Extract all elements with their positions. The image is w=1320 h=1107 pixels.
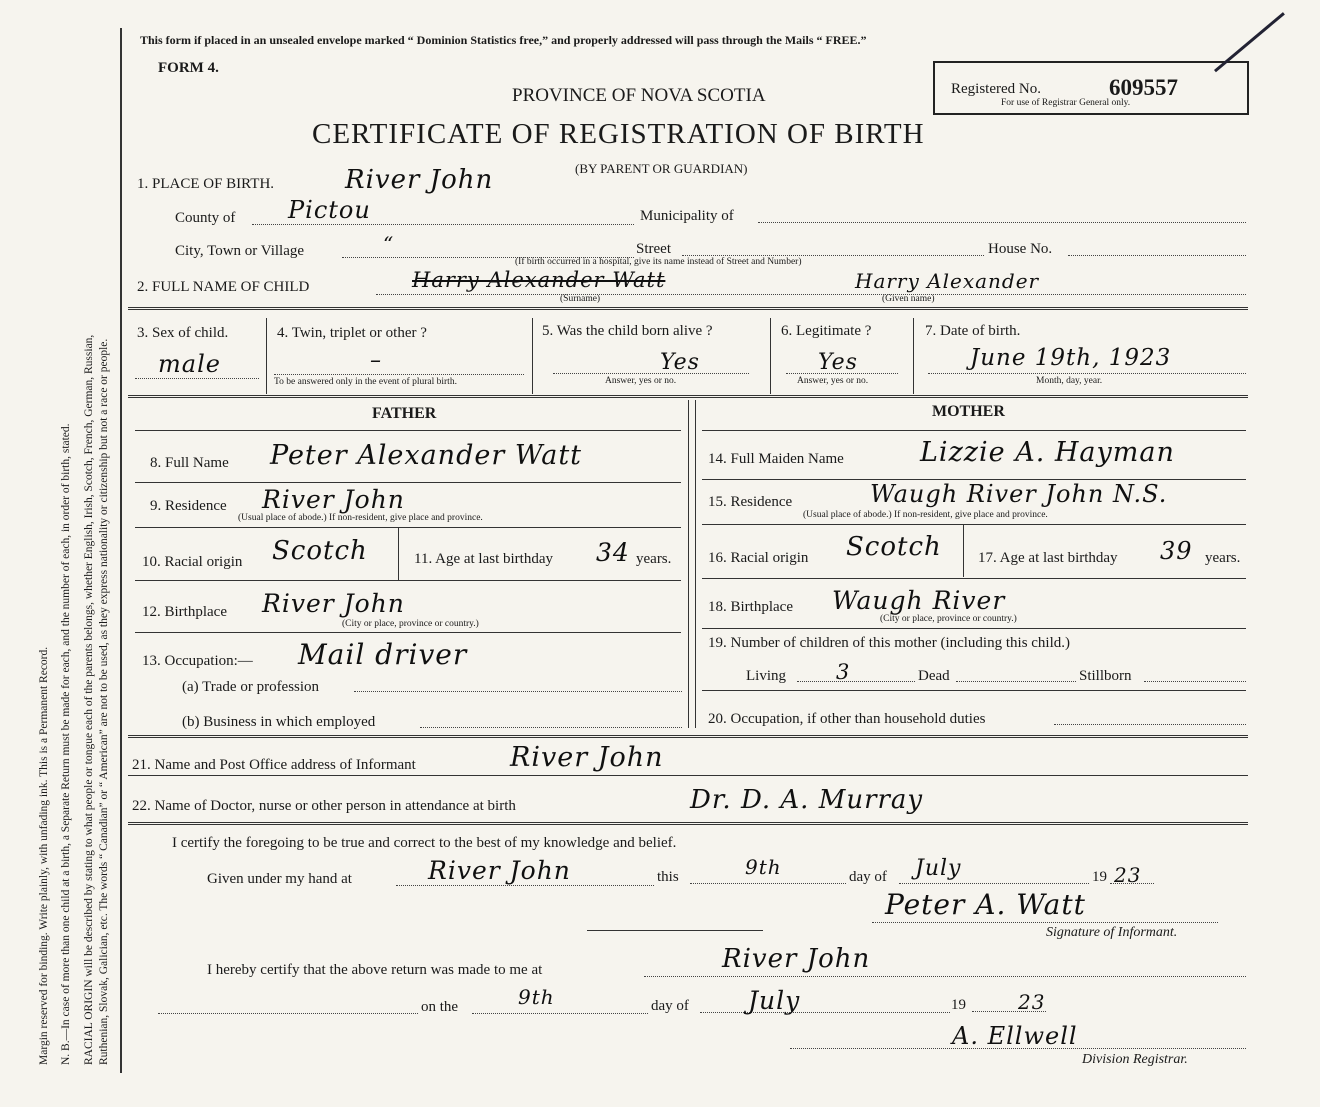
certify-statement: I certify the foregoing to be true and correct to the best of my knowledge and belief.	[172, 835, 677, 851]
legitimate-value: Yes	[818, 350, 858, 375]
sex-line	[135, 378, 259, 379]
certificate-subtitle: (BY PARENT OR GUARDIAN)	[575, 161, 748, 176]
binding-margin-line	[120, 28, 122, 1073]
father-name-label: 8. Full Name	[150, 455, 229, 471]
divider	[128, 395, 1248, 398]
mother-age-suffix: years.	[1205, 550, 1241, 566]
top-notice: This form if placed in an unsealed envelope marked “ Dominion Statistics free,” and properly addressed will pass through the Mails “ FREE.”	[140, 33, 867, 47]
registrar-signature: A. Ellwell	[952, 1022, 1078, 1050]
father-trade-label: (a) Trade or profession	[182, 679, 320, 695]
divider	[398, 528, 399, 580]
certificate-title: CERTIFICATE OF REGISTRATION OF BIRTH	[312, 118, 925, 150]
given-day-line	[690, 883, 846, 884]
registered-label: Registered No.	[951, 81, 1041, 97]
children-living-value: 3	[836, 660, 851, 684]
father-racial-label: 10. Racial origin	[142, 554, 243, 570]
mother-age-value: 39	[1160, 537, 1193, 565]
divider	[266, 318, 267, 394]
given-month-value: July	[915, 856, 962, 881]
margin-note-3: RACIAL ORIGIN will be described by stating to what people or tongue each of the parents belongs, whether English, Irish, Scotch, French, German, Russian,	[83, 334, 95, 1065]
divider	[695, 400, 696, 728]
divider	[532, 318, 533, 394]
divider	[135, 527, 681, 528]
registrar-signature-line	[790, 1048, 1246, 1049]
given-this-label: this	[657, 869, 679, 885]
father-racial-value: Scotch	[272, 536, 368, 566]
given-year-line	[1110, 883, 1154, 884]
father-name-value: Peter Alexander Watt	[270, 440, 583, 471]
mother-racial-value: Scotch	[846, 532, 942, 562]
child-given-name: Harry Alexander	[855, 269, 1040, 293]
father-residence-note: (Usual place of abode.) If non-resident, give place and province.	[238, 513, 483, 523]
born-alive-note: Answer, yes or no.	[605, 376, 677, 386]
mother-birthplace-label: 18. Birthplace	[708, 599, 793, 615]
divider	[135, 632, 681, 633]
child-name-label: 2. FULL NAME OF CHILD	[137, 279, 310, 295]
children-stillborn-label: Stillborn	[1079, 668, 1132, 684]
divider	[913, 318, 914, 394]
margin-note-2: N. B.—In case of more than one child at a birth, a Separate Return must be made for each, and the number of each, in order of birth, stated.	[60, 423, 72, 1065]
registrar-year-prefix: 19	[951, 997, 966, 1013]
street-line	[682, 255, 984, 256]
mother-residence-value: Waugh River John N.S.	[870, 480, 1168, 508]
county-label: County of	[175, 210, 236, 226]
registrar-day-line	[472, 1013, 648, 1014]
twin-value: –	[370, 348, 382, 373]
mother-name-value: Lizzie A. Hayman	[920, 437, 1175, 468]
date-of-birth-line	[928, 373, 1246, 374]
sex-value: male	[158, 350, 221, 378]
registrar-day-of-label: day of	[651, 998, 689, 1014]
registered-number-box	[933, 61, 1249, 115]
father-birthplace-note: (City or place, province or country.)	[342, 619, 479, 629]
sex-label: 3. Sex of child.	[137, 325, 229, 341]
surname-note: (Surname)	[560, 294, 601, 304]
street-note: (If birth occurred in a hospital, give its name instead of Street and Number)	[515, 257, 802, 267]
doctor-label: 22. Name of Doctor, nurse or other person in attendance at birth	[132, 798, 516, 814]
divider	[688, 400, 689, 728]
given-day-value: 9th	[745, 855, 782, 879]
registrar-signature-label: Division Registrar.	[1082, 1052, 1188, 1067]
children-dead-label: Dead	[918, 668, 950, 684]
father-residence-label: 9. Residence	[150, 498, 227, 514]
house-label: House No.	[988, 241, 1053, 257]
doctor-value: Dr. D. A. Murray	[690, 785, 924, 815]
given-place-value: River John	[428, 856, 571, 885]
divider	[128, 775, 1248, 776]
given-place-line	[396, 885, 654, 886]
date-of-birth-note: Month, day, year.	[1036, 376, 1103, 386]
margin-note-1: Margin reserved for binding. Write plainly, with unfading ink. This is a Permanent Record.	[38, 646, 50, 1065]
registrar-on-the-label: on the	[421, 999, 459, 1015]
registrar-place-value: River John	[722, 944, 871, 974]
mother-birthplace-value: Waugh River	[832, 586, 1006, 615]
municipality-label: Municipality of	[640, 208, 734, 224]
date-of-birth-value: June 19th, 1923	[970, 345, 1172, 371]
informant-signature-line	[872, 922, 1218, 923]
twin-note: To be answered only in the event of plural birth.	[274, 377, 457, 387]
pen-mark	[1214, 12, 1285, 72]
father-age-suffix: years.	[636, 551, 672, 567]
registrar-year-line	[972, 1011, 1046, 1012]
born-alive-label: 5. Was the child born alive ?	[542, 323, 713, 339]
informant-value: River John	[510, 742, 664, 773]
mother-birthplace-note: (City or place, province or country.)	[880, 614, 1017, 624]
divider	[702, 578, 1246, 579]
divider	[587, 930, 763, 931]
city-label: City, Town or Village	[175, 243, 305, 259]
born-alive-line	[553, 373, 749, 374]
divider	[135, 580, 681, 581]
twin-label: 4. Twin, triplet or other ?	[277, 325, 427, 341]
divider	[770, 318, 771, 394]
father-trade-line	[354, 691, 682, 692]
divider	[135, 482, 681, 483]
date-of-birth-label: 7. Date of birth.	[925, 323, 1021, 339]
registrar-month-line	[700, 1012, 950, 1013]
divider	[702, 430, 1246, 431]
children-living-label: Living	[746, 668, 786, 684]
children-dead-line	[956, 681, 1076, 682]
registrar-place-line	[644, 976, 1246, 977]
given-month-line	[899, 883, 1089, 884]
registrar-cert-label: I hereby certify that the above return was made to me at	[207, 962, 543, 978]
mother-racial-label: 16. Racial origin	[708, 550, 809, 566]
registrar-day-value: 9th	[518, 985, 555, 1009]
children-living-line	[797, 681, 915, 682]
form-number: FORM 4.	[158, 60, 219, 76]
children-stillborn-line	[1144, 681, 1246, 682]
registrar-year-value: 23	[1018, 990, 1046, 1014]
father-occupation-value: Mail driver	[298, 638, 468, 671]
registrar-month-value: July	[748, 986, 801, 1015]
county-line	[252, 224, 634, 225]
mother-occupation-label: 20. Occupation, if other than household duties	[708, 711, 986, 727]
municipality-line	[758, 222, 1246, 223]
mother-residence-note: (Usual place of abode.) If non-resident, give place and province.	[803, 510, 1048, 520]
father-business-label: (b) Business in which employed	[182, 714, 376, 730]
born-alive-value: Yes	[660, 350, 700, 375]
mother-occupation-line	[1054, 724, 1246, 725]
legitimate-line	[786, 373, 898, 374]
divider	[128, 822, 1248, 825]
mother-heading: MOTHER	[932, 403, 1005, 420]
father-residence-value: River John	[262, 485, 405, 514]
divider	[128, 307, 1248, 310]
given-name-note: (Given name)	[882, 294, 935, 304]
divider	[128, 735, 1248, 738]
divider	[963, 525, 964, 577]
father-business-line	[420, 727, 682, 728]
divider	[702, 628, 1246, 629]
father-heading: FATHER	[372, 405, 437, 422]
registered-number: 609557	[1109, 75, 1178, 100]
divider	[702, 524, 1246, 525]
divider	[135, 430, 681, 431]
informant-label: 21. Name and Post Office address of Informant	[132, 757, 416, 773]
mother-age-label: 17. Age at last birthday	[978, 550, 1118, 566]
place-of-birth-value: River John	[345, 165, 494, 195]
child-surname-struck: Harry Alexander Watt	[412, 268, 666, 292]
street-label: Street	[636, 241, 671, 257]
house-line	[1068, 255, 1246, 256]
legitimate-label: 6. Legitimate ?	[781, 323, 872, 339]
legitimate-note: Answer, yes or no.	[797, 376, 869, 386]
informant-signature: Peter A. Watt	[885, 888, 1086, 921]
father-age-label: 11. Age at last birthday	[414, 551, 553, 567]
given-year-prefix: 19	[1092, 869, 1107, 885]
given-year-value: 23	[1114, 863, 1142, 887]
registrar-only-note: For use of Registrar General only.	[1001, 98, 1131, 108]
father-birthplace-value: River John	[262, 589, 405, 618]
child-name-line	[376, 294, 1246, 295]
province-heading: PROVINCE OF NOVA SCOTIA	[512, 85, 766, 106]
father-birthplace-label: 12. Birthplace	[142, 604, 227, 620]
registrar-lead-line	[158, 1013, 418, 1014]
informant-signature-label: Signature of Informant.	[1046, 925, 1178, 940]
mother-name-label: 14. Full Maiden Name	[708, 451, 844, 467]
county-value: Pictou	[288, 196, 371, 224]
given-under-label: Given under my hand at	[207, 871, 352, 887]
given-day-of-label: day of	[849, 869, 887, 885]
twin-line	[274, 374, 524, 375]
father-occupation-label: 13. Occupation:—	[142, 653, 253, 669]
father-age-value: 34	[596, 538, 630, 567]
children-count-label: 19. Number of children of this mother (including this child.)	[708, 635, 1071, 651]
margin-note-4: Ruthenian, Slovak, Galician, etc. The words “ Canadian” or “ American” are not to be used, as they express nationality or citizenship but not a race or people.	[98, 338, 110, 1065]
mother-residence-label: 15. Residence	[708, 494, 793, 510]
place-of-birth-label: 1. PLACE OF BIRTH.	[137, 176, 275, 192]
city-value: “	[383, 232, 395, 256]
divider	[702, 690, 1246, 691]
